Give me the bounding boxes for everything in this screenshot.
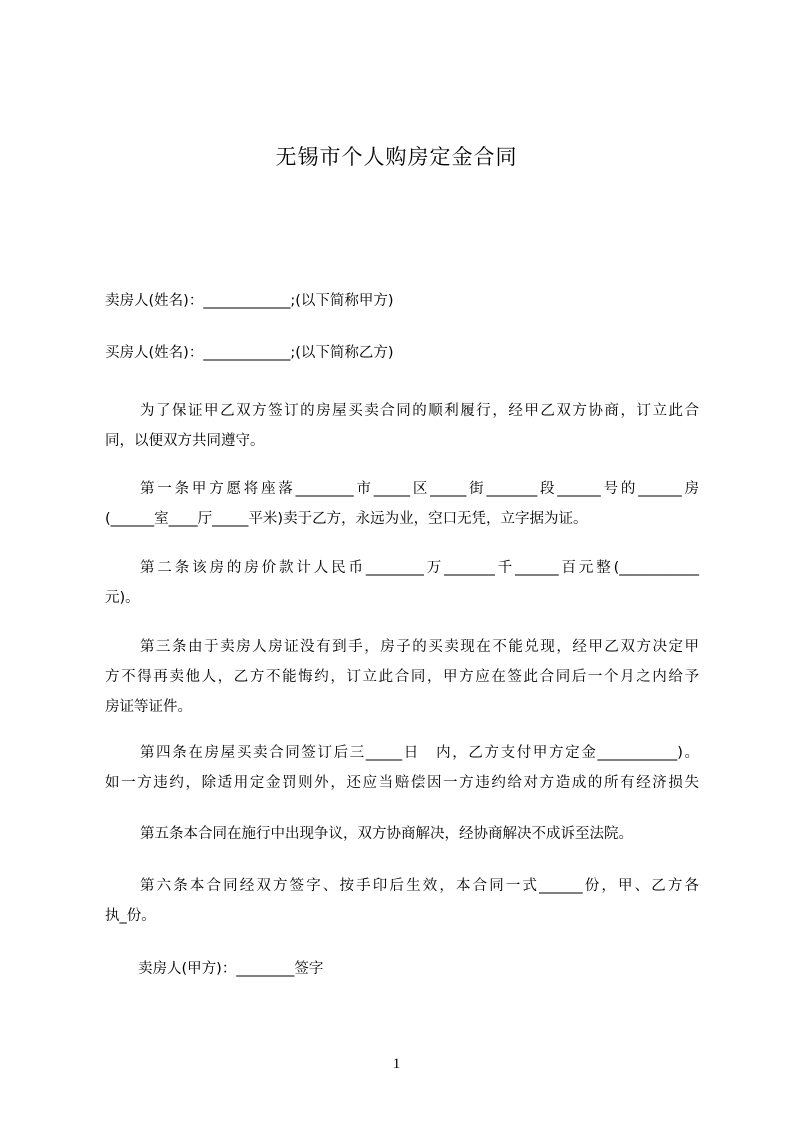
clause-4-line: 如一方违约，除适用定金罚则外，还应当赔偿因一方违约给对方造成的所有经济损失 [105,775,699,791]
page-number: 1 [392,1056,401,1072]
clause-2-line: 第二条该房的房价款计人民币________万_______千______百元整(___________ [140,560,699,576]
clause-2-line: 元)。 [105,590,140,606]
seller-name-line: 卖房人(姓名)：____________;(以下简称甲方) [105,293,394,309]
document-title: 无锡市个人购房定金合同 [275,145,518,169]
intro-line: 同，以便双方共同遵守。 [105,433,265,449]
clause-3 [105,632,699,722]
clause-6 [105,871,699,931]
clause-3-line: 第三条由于卖房人房证没有到手，房子的买卖现在不能兑现，经甲乙双方决定甲 [140,639,699,655]
clause-1-line: (______室____厅_____平米)卖于乙方，永远为业，空口无凭，立字据为证。 [105,511,588,527]
clause-2 [105,553,699,613]
intro-paragraph [105,396,699,456]
intro-line: 为了保证甲乙双方签订的房屋买卖合同的顺利履行，经甲乙双方协商，订立此合 [140,403,699,419]
clause-3-line: 房证等证件。 [105,699,192,715]
clause-5: 第五条本合同在施行中出现争议，双方协商解决，经协商解决不成诉至法院。 [140,826,633,842]
clause-6-line: 执_份。 [105,908,156,924]
clause-1-line: 第一条甲方愿将座落________市_____区_____街_______段______号的______房 [140,481,699,497]
clause-3-line: 方不得再卖他人，乙方不能悔约，订立此合同，甲方应在签此合同后一个月之内给予 [105,669,699,685]
clause-1 [105,474,699,534]
seller-signature-line: 卖房人(甲方)：________签字 [138,961,324,977]
clause-4 [105,738,699,798]
clause-6-line: 第六条本合同经双方签字、按手印后生效，本合同一式______份，甲、乙方各 [140,878,699,894]
clause-4-line: 第四条在房屋买卖合同签订后三_____日 内，乙方支付甲方定金___________)。 [140,745,699,761]
buyer-name-line: 买房人(姓名)：____________;(以下简称乙方) [105,345,394,361]
